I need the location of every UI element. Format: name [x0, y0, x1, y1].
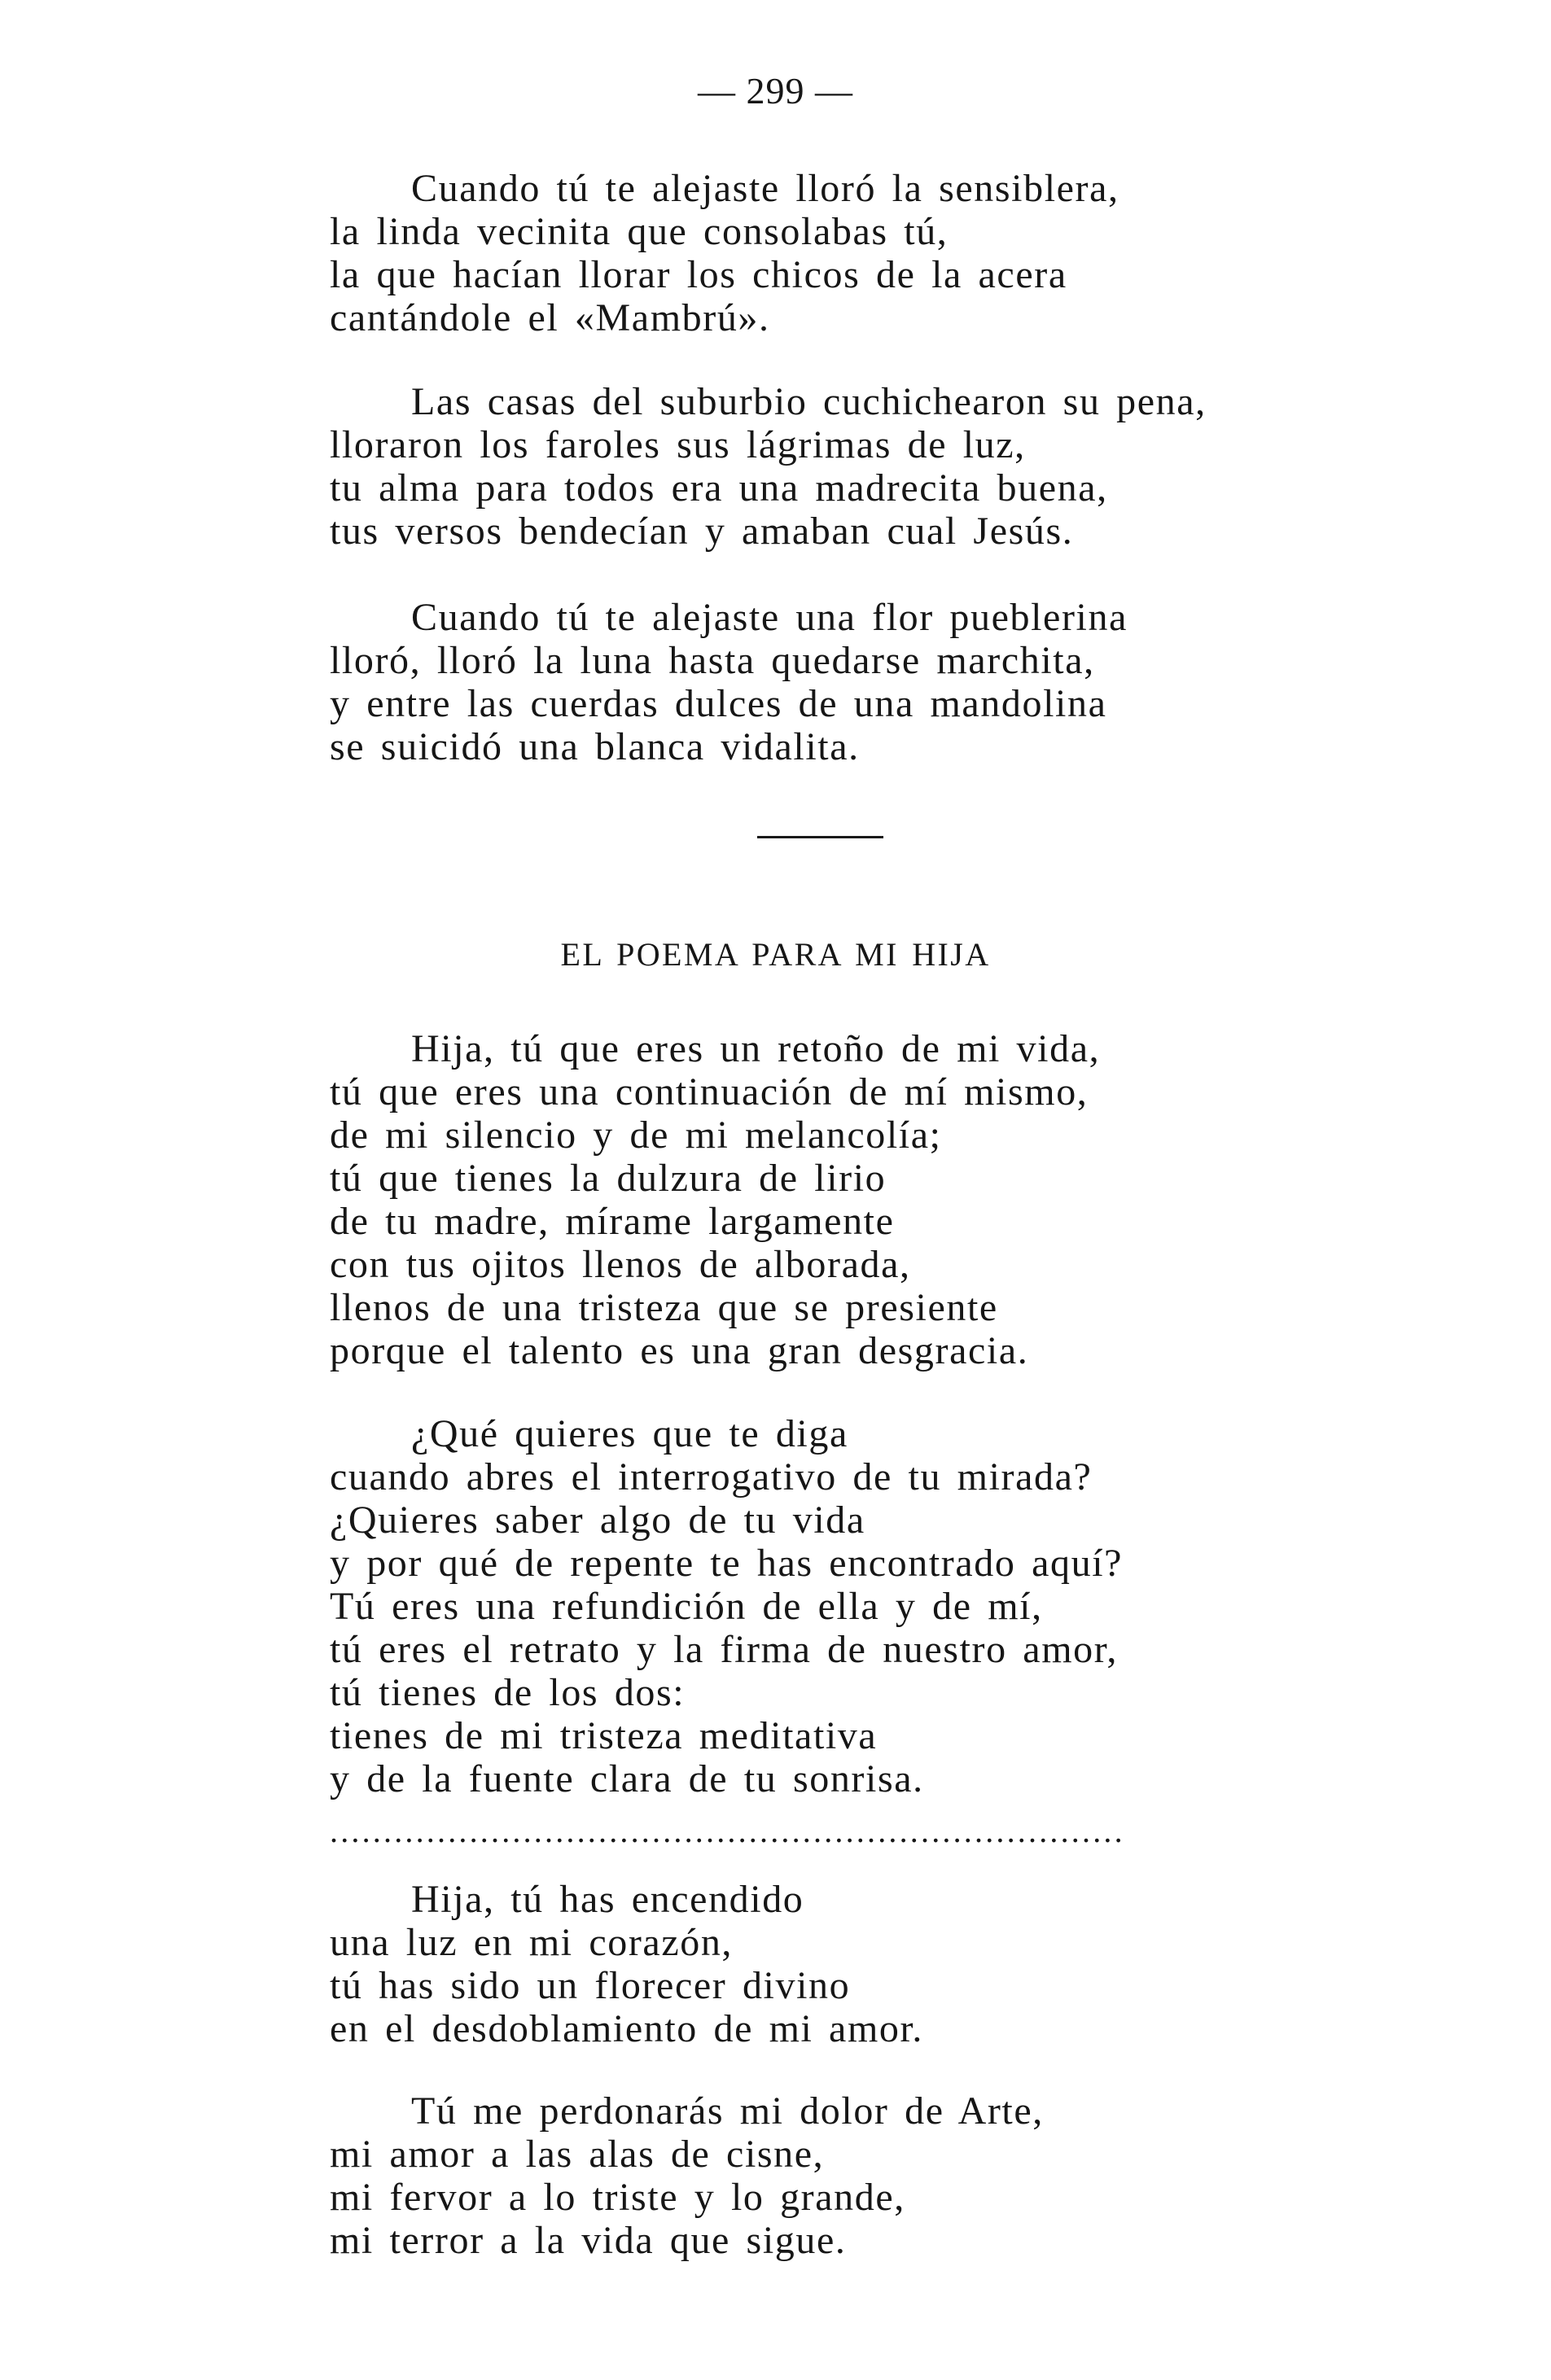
verse-line: tú tienes de los dos:: [330, 1671, 686, 1714]
verse-line: la que hacían llorar los chicos de la acera: [330, 253, 1067, 296]
section-divider-rule: [757, 836, 883, 838]
stanza-3: [330, 596, 1323, 768]
verse-line: cantándole el «Mambrú».: [330, 296, 770, 339]
verse-line: con tus ojitos llenos de alborada,: [330, 1243, 911, 1286]
verse-line: en el desdoblamiento de mi amor.: [330, 2007, 924, 2050]
verse-line: y de la fuente clara de tu sonrisa.: [330, 1757, 924, 1800]
verse-line: de tu madre, mírame largamente: [330, 1200, 895, 1243]
poem-stanza-3: [330, 1878, 1323, 2050]
verse-line: se suicidó una blanca vidalita.: [330, 725, 860, 768]
verse-line: la linda vecinita que consolabas tú,: [330, 210, 949, 253]
verse-line: mi amor a las alas de cisne,: [330, 2133, 825, 2176]
poem-stanza-1: [330, 1027, 1323, 1372]
verse-line: tu alma para todos era una madrecita buena,: [330, 466, 1108, 510]
verse-line: Tú eres una refundición de ella y de mí,: [330, 1585, 1043, 1628]
verse-line: mi terror a la vida que sigue.: [330, 2219, 847, 2262]
verse-line: mi fervor a lo triste y lo grande,: [330, 2176, 905, 2219]
verse-line: Cuando tú te alejaste lloró la sensiblera,: [411, 167, 1119, 210]
verse-line: llenos de una tristeza que se presiente: [330, 1286, 998, 1329]
stanza-2: [330, 380, 1323, 553]
verse-line: de mi silencio y de mi melancolía;: [330, 1113, 942, 1157]
poem-stanza-2: [330, 1412, 1323, 1800]
verse-line: lloró, lloró la luna hasta quedarse marchita,: [330, 639, 1095, 682]
verse-line: Las casas del suburbio cuchichearon su pena,: [411, 380, 1207, 423]
verse-line: tú has sido un florecer divino: [330, 1964, 851, 2007]
verse-line: cuando abres el interrogativo de tu mirada?: [330, 1455, 1093, 1498]
verse-line: tú que tienes la dulzura de lirio: [330, 1157, 887, 1200]
verse-line: Hija, tú has encendido: [411, 1878, 804, 1921]
verse-line: Tú me perdonarás mi dolor de Arte,: [411, 2089, 1044, 2133]
poem-title: EL POEMA PARA MI HIJA: [560, 936, 991, 973]
verse-line: ¿Qué quieres que te diga: [411, 1412, 848, 1455]
verse-line: tú eres el retrato y la firma de nuestro amor,: [330, 1628, 1118, 1671]
verse-line: tus versos bendecían y amaban cual Jesús.: [330, 510, 1074, 553]
stanza-1: [330, 167, 1323, 339]
verse-line: Hija, tú que eres un retoño de mi vida,: [411, 1027, 1101, 1070]
verse-line: porque el talento es una gran desgracia.: [330, 1329, 1029, 1372]
dotted-separator: ..........................................................................: [330, 1815, 1125, 1848]
verse-line: tú que eres una continuación de mí mismo,: [330, 1070, 1089, 1113]
verse-line: ¿Quieres saber algo de tu vida: [330, 1498, 865, 1542]
poem-stanza-4: [330, 2089, 1323, 2262]
verse-line: y por qué de repente te has encontrado aquí?: [330, 1542, 1124, 1585]
verse-line: Cuando tú te alejaste una flor pueblerina: [411, 596, 1128, 639]
page-number: — 299 —: [698, 70, 853, 112]
verse-line: una luz en mi corazón,: [330, 1921, 734, 1964]
verse-line: tienes de mi tristeza meditativa: [330, 1714, 878, 1757]
verse-line: y entre las cuerdas dulces de una mandolina: [330, 682, 1107, 725]
verse-line: lloraron los faroles sus lágrimas de luz,: [330, 423, 1026, 466]
